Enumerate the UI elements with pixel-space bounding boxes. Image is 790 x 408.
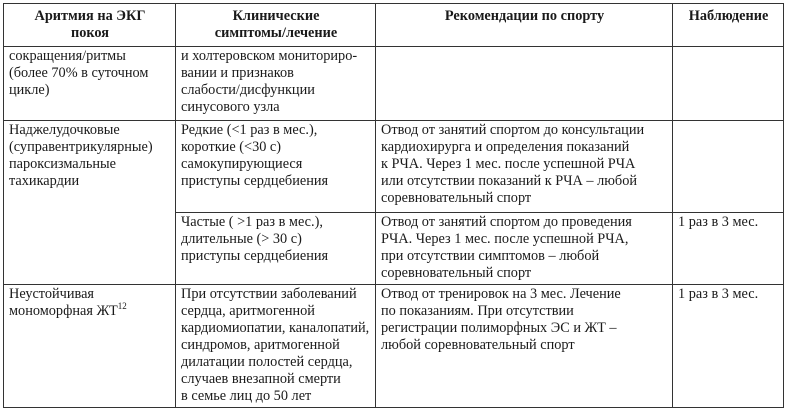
cell-arrhythmia: Неустойчивая мономорфная ЖТ$^{12}$ xyxy=(4,285,176,408)
table-row xyxy=(4,121,784,213)
arrhythmia-name: мономорфная ЖТ xyxy=(9,303,118,319)
header-observation: Наблюдение xyxy=(673,4,784,47)
cell-observation xyxy=(673,47,784,121)
header-sport-recommendations: Рекомендации по спорту xyxy=(376,4,673,47)
cell-symptoms: При отсутствии заболеваний сердца, аритмогенной кардиомиопатии, каналопатий, синдромов, аритмогенной дилатации полостей сердца, случаев внезапной смерти в семье лиц до 50 лет xyxy=(176,285,376,408)
header-arrhythmia: Аритмия на ЭКГ покоя xyxy=(4,4,176,47)
cell-symptoms: и холтеровском мониториро- вании и признаков слабости/дисфункции синусового узла xyxy=(176,47,376,121)
cell-symptoms: Редкие (<1 раз в мес.), короткие (<30 с) самокупирующиеся приступы сердцебиения xyxy=(176,121,376,213)
cell-sport: Отвод от тренировок на 3 мес. Лечение по показаниям. При отсутствии регистрации полиморфных ЭС и ЖТ – любой соревновательный спорт xyxy=(376,285,673,408)
cell-sport: Отвод от занятий спортом до консультации кардиохирурга и определения показаний к РЧА. Через 1 мес. после успешной РЧА или отсутствии показаний к РЧА – любой соревновательный спорт xyxy=(376,121,673,213)
table-header-row xyxy=(4,4,784,47)
cell-observation xyxy=(673,121,784,213)
table-row xyxy=(4,285,784,408)
cell-arrhythmia: Наджелудочковые (суправентрикулярные) пароксизмальные тахикардии xyxy=(4,121,176,285)
cell-symptoms: Частые ( >1 раз в мес.), длительные (> 30 с) приступы сердцебиения xyxy=(176,213,376,285)
cell-observation: 1 раз в 3 мес. xyxy=(673,285,784,408)
cell-observation: 1 раз в 3 мес. xyxy=(673,213,784,285)
cell-sport: Отвод от занятий спортом до проведения РЧА. Через 1 мес. после успешной РЧА, при отсутствии симптомов – любой соревновательный спорт xyxy=(376,213,673,285)
cell-sport xyxy=(376,47,673,121)
header-symptoms: Клинические симптомы/лечение xyxy=(176,4,376,47)
sport-recommendations-table xyxy=(3,3,784,408)
table-row xyxy=(4,47,784,121)
footnote-marker: 12 xyxy=(117,301,127,312)
cell-arrhythmia: сокращения/ритмы (более 70% в суточном цикле) xyxy=(4,47,176,121)
